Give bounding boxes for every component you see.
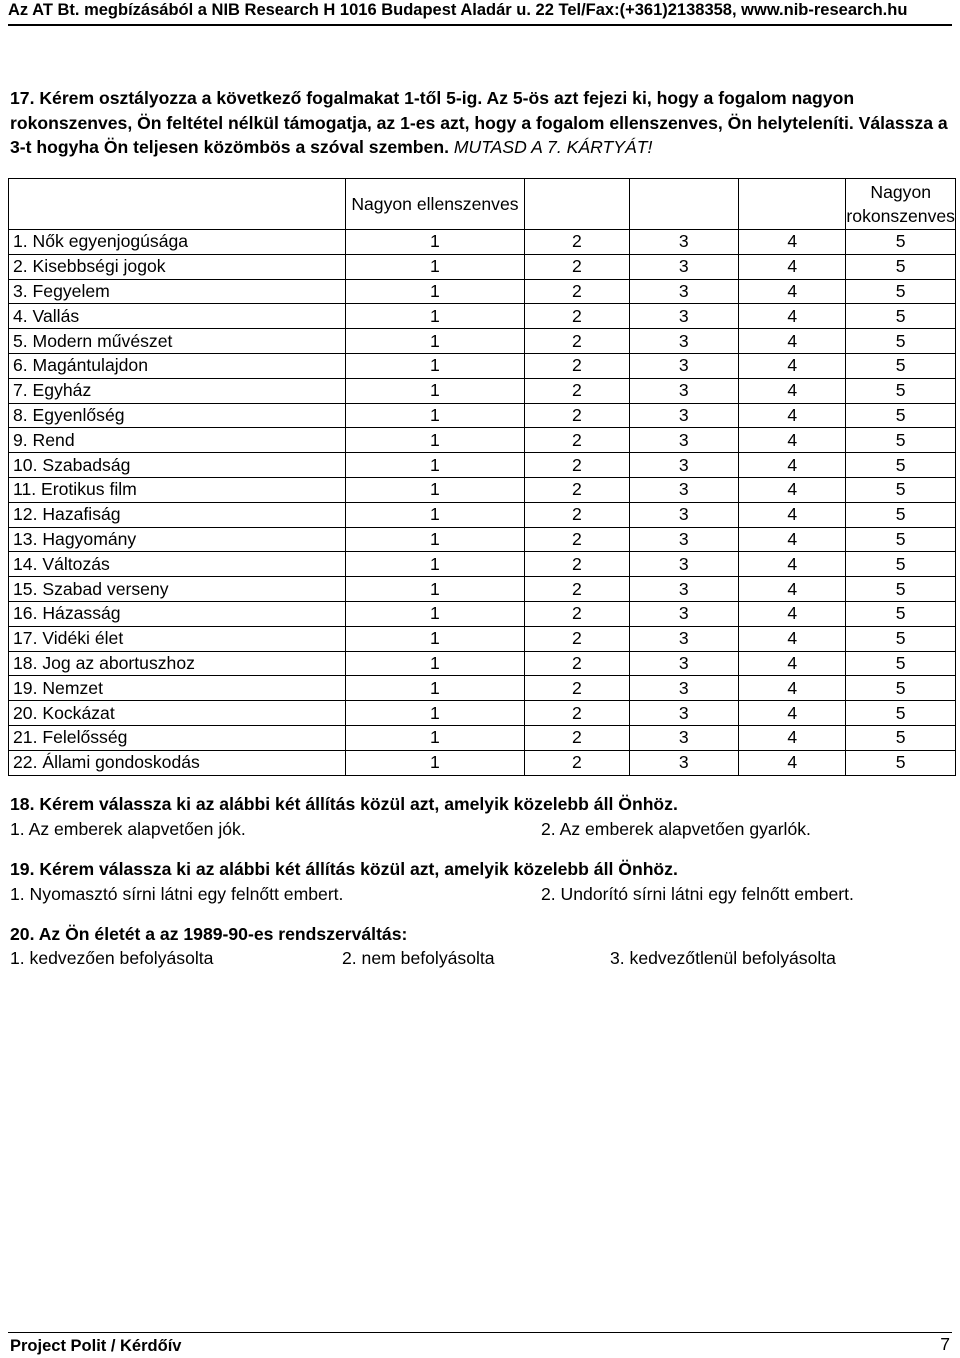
rating-option-2[interactable]: 2 — [525, 254, 629, 279]
table-row — [9, 428, 956, 453]
rating-option-3[interactable]: 3 — [629, 329, 738, 354]
table-row — [9, 403, 956, 428]
rating-option-5[interactable]: 5 — [846, 651, 956, 676]
rating-option-4[interactable]: 4 — [739, 378, 846, 403]
rating-option-4[interactable]: 4 — [739, 403, 846, 428]
rating-option-3[interactable]: 3 — [629, 626, 738, 651]
rating-option-1[interactable]: 1 — [345, 701, 525, 726]
item-label: 18. Jog az abortuszhoz — [9, 651, 346, 676]
question-18-title: 18. Kérem válassza ki az alábbi két állítás közül azt, amelyik közelebb áll Önhöz. — [10, 794, 678, 814]
rating-option-1[interactable]: 1 — [345, 477, 525, 502]
table-row — [9, 577, 956, 602]
rating-option-3[interactable]: 3 — [629, 676, 738, 701]
rating-option-3[interactable]: 3 — [629, 750, 738, 775]
rating-option-4[interactable]: 4 — [739, 676, 846, 701]
table-row — [9, 651, 956, 676]
table-row — [9, 502, 956, 527]
rating-option-2[interactable]: 2 — [525, 750, 629, 775]
rating-option-4[interactable]: 4 — [739, 453, 846, 478]
rating-option-5[interactable]: 5 — [846, 601, 956, 626]
item-label: 1. Nők egyenjogúsága — [9, 230, 346, 255]
rating-option-4[interactable]: 4 — [739, 552, 846, 577]
rating-option-1[interactable]: 1 — [345, 279, 525, 304]
rating-option-4[interactable]: 4 — [739, 329, 846, 354]
rating-option-3[interactable]: 3 — [629, 453, 738, 478]
table-row — [9, 477, 956, 502]
item-label: 19. Nemzet — [9, 676, 346, 701]
rating-option-3[interactable]: 3 — [629, 527, 738, 552]
item-label: 22. Állami gondoskodás — [9, 750, 346, 775]
table-row — [9, 329, 956, 354]
scale-left-label: Nagyon ellenszenves — [345, 179, 525, 230]
rating-option-2[interactable]: 2 — [525, 626, 629, 651]
item-label: 16. Házasság — [9, 601, 346, 626]
rating-option-5[interactable]: 5 — [846, 750, 956, 775]
rating-option-4[interactable]: 4 — [739, 502, 846, 527]
question-20-option-3[interactable]: 3. kedvezőtlenül befolyásolta — [610, 948, 836, 968]
table-row — [9, 601, 956, 626]
rating-table-header — [9, 179, 956, 230]
rating-option-2[interactable]: 2 — [525, 552, 629, 577]
rating-option-5[interactable]: 5 — [846, 552, 956, 577]
rating-option-1[interactable]: 1 — [345, 254, 525, 279]
rating-option-4[interactable]: 4 — [739, 626, 846, 651]
rating-option-3[interactable]: 3 — [629, 552, 738, 577]
rating-option-2[interactable]: 2 — [525, 601, 629, 626]
question-19-option-1[interactable]: 1. Nyomasztó sírni látni egy felnőtt embert. — [10, 884, 344, 904]
rating-option-2[interactable]: 2 — [525, 527, 629, 552]
rating-option-2[interactable]: 2 — [525, 577, 629, 602]
item-label: 8. Egyenlőség — [9, 403, 346, 428]
rating-option-4[interactable]: 4 — [739, 279, 846, 304]
rating-option-1[interactable]: 1 — [345, 750, 525, 775]
rating-option-5[interactable]: 5 — [846, 676, 956, 701]
rating-option-1[interactable]: 1 — [345, 428, 525, 453]
rating-option-5[interactable]: 5 — [846, 329, 956, 354]
header-rule — [8, 24, 952, 26]
header-empty-cell — [9, 179, 346, 230]
rating-option-1[interactable]: 1 — [345, 725, 525, 750]
question-20-option-2[interactable]: 2. nem befolyásolta — [342, 948, 495, 968]
scale-right-label: Nagyon rokonszenves — [846, 179, 956, 230]
rating-option-4[interactable]: 4 — [739, 230, 846, 255]
rating-option-3[interactable]: 3 — [629, 725, 738, 750]
item-label: 4. Vallás — [9, 304, 346, 329]
question-20-option-1[interactable]: 1. kedvezően befolyásolta — [10, 948, 214, 968]
question-18 — [10, 792, 678, 817]
rating-option-2[interactable]: 2 — [525, 403, 629, 428]
table-row — [9, 230, 956, 255]
rating-option-1[interactable]: 1 — [345, 626, 525, 651]
item-label: 15. Szabad verseny — [9, 577, 346, 602]
rating-option-4[interactable]: 4 — [739, 527, 846, 552]
rating-option-2[interactable]: 2 — [525, 378, 629, 403]
rating-option-2[interactable]: 2 — [525, 304, 629, 329]
rating-option-4[interactable]: 4 — [739, 601, 846, 626]
rating-option-5[interactable]: 5 — [846, 701, 956, 726]
item-label: 3. Fegyelem — [9, 279, 346, 304]
table-row — [9, 254, 956, 279]
table-row — [9, 378, 956, 403]
item-label: 13. Hagyomány — [9, 527, 346, 552]
rating-option-3[interactable]: 3 — [629, 403, 738, 428]
item-label: 20. Kockázat — [9, 701, 346, 726]
rating-option-2[interactable]: 2 — [525, 725, 629, 750]
rating-option-3[interactable]: 3 — [629, 378, 738, 403]
question-20-title: 20. Az Ön életét a az 1989-90-es rendszerváltás: — [10, 924, 408, 944]
table-row — [9, 304, 956, 329]
item-label: 6. Magántulajdon — [9, 353, 346, 378]
table-row — [9, 279, 956, 304]
rating-option-5[interactable]: 5 — [846, 453, 956, 478]
question-20 — [10, 922, 407, 947]
question-17-instruction: MUTASD A 7. KÁRTYÁT! — [453, 137, 653, 157]
rating-option-4[interactable]: 4 — [739, 725, 846, 750]
item-label: 21. Felelősség — [9, 725, 346, 750]
rating-option-1[interactable]: 1 — [345, 453, 525, 478]
rating-option-3[interactable]: 3 — [629, 353, 738, 378]
item-label: 12. Hazafiság — [9, 502, 346, 527]
rating-option-5[interactable]: 5 — [846, 577, 956, 602]
rating-option-2[interactable]: 2 — [525, 453, 629, 478]
rating-option-5[interactable]: 5 — [846, 502, 956, 527]
rating-option-5[interactable]: 5 — [846, 527, 956, 552]
rating-option-5[interactable]: 5 — [846, 230, 956, 255]
rating-option-3[interactable]: 3 — [629, 651, 738, 676]
rating-option-4[interactable]: 4 — [739, 701, 846, 726]
item-label: 2. Kisebbségi jogok — [9, 254, 346, 279]
page-number: 7 — [940, 1334, 950, 1354]
rating-option-3[interactable]: 3 — [629, 701, 738, 726]
header-empty-cell — [739, 179, 846, 230]
rating-option-4[interactable]: 4 — [739, 353, 846, 378]
header-empty-cell — [629, 179, 738, 230]
rating-option-1[interactable]: 1 — [345, 676, 525, 701]
rating-option-5[interactable]: 5 — [846, 477, 956, 502]
page-header: Az AT Bt. megbízásából a NIB Research H 1016 Budapest Aladár u. 22 Tel/Fax:(+361)2138358, www.nib-research.hu — [8, 1, 908, 19]
rating-option-4[interactable]: 4 — [739, 304, 846, 329]
item-label: 10. Szabadság — [9, 453, 346, 478]
item-label: 5. Modern művészet — [9, 329, 346, 354]
rating-option-1[interactable]: 1 — [345, 651, 525, 676]
rating-option-4[interactable]: 4 — [739, 428, 846, 453]
rating-option-3[interactable]: 3 — [629, 477, 738, 502]
rating-option-2[interactable]: 2 — [525, 279, 629, 304]
item-label: 11. Erotikus film — [9, 477, 346, 502]
rating-option-1[interactable]: 1 — [345, 502, 525, 527]
rating-option-5[interactable]: 5 — [846, 403, 956, 428]
rating-option-5[interactable]: 5 — [846, 428, 956, 453]
rating-option-1[interactable]: 1 — [345, 378, 525, 403]
question-17 — [10, 86, 950, 160]
rating-option-1[interactable]: 1 — [345, 304, 525, 329]
table-row — [9, 701, 956, 726]
rating-option-3[interactable]: 3 — [629, 428, 738, 453]
question-18-option-2[interactable]: 2. Az emberek alapvetően gyarlók. — [541, 819, 811, 839]
rating-option-2[interactable]: 2 — [525, 701, 629, 726]
question-19 — [10, 857, 678, 882]
rating-option-1[interactable]: 1 — [345, 601, 525, 626]
item-label: 9. Rend — [9, 428, 346, 453]
rating-option-1[interactable]: 1 — [345, 230, 525, 255]
footer-title: Project Polit / Kérdőív — [10, 1337, 182, 1355]
rating-table — [8, 178, 956, 776]
rating-option-2[interactable]: 2 — [525, 502, 629, 527]
rating-option-3[interactable]: 3 — [629, 502, 738, 527]
question-17-text: 17. Kérem osztályozza a következő fogalmakat 1-től 5-ig. Az 5-ös azt fejezi ki, hogy a fogalom nagyon rokonszenves, Ön feltétel nélkül támogatja, az 1-es azt, hogy a fogalom ellenszenves, Ön helyteleníti. Válassza a 3-t hogyha Ön teljesen közömbös a szóval szemben. — [10, 88, 948, 157]
rating-option-5[interactable]: 5 — [846, 725, 956, 750]
rating-option-2[interactable]: 2 — [525, 230, 629, 255]
rating-option-1[interactable]: 1 — [345, 353, 525, 378]
rating-option-5[interactable]: 5 — [846, 279, 956, 304]
rating-option-1[interactable]: 1 — [345, 329, 525, 354]
rating-option-1[interactable]: 1 — [345, 552, 525, 577]
table-row — [9, 626, 956, 651]
rating-option-5[interactable]: 5 — [846, 304, 956, 329]
item-label: 7. Egyház — [9, 378, 346, 403]
rating-option-1[interactable]: 1 — [345, 577, 525, 602]
rating-option-2[interactable]: 2 — [525, 428, 629, 453]
rating-option-2[interactable]: 2 — [525, 329, 629, 354]
rating-option-3[interactable]: 3 — [629, 304, 738, 329]
table-row — [9, 552, 956, 577]
table-row — [9, 676, 956, 701]
question-18-option-1[interactable]: 1. Az emberek alapvetően jók. — [10, 819, 246, 839]
table-row — [9, 353, 956, 378]
header-empty-cell — [525, 179, 629, 230]
rating-option-3[interactable]: 3 — [629, 577, 738, 602]
table-row — [9, 750, 956, 775]
rating-option-3[interactable]: 3 — [629, 601, 738, 626]
question-19-title: 19. Kérem válassza ki az alábbi két állítás közül azt, amelyik közelebb áll Önhöz. — [10, 859, 678, 879]
rating-option-1[interactable]: 1 — [345, 403, 525, 428]
table-row — [9, 453, 956, 478]
rating-option-3[interactable]: 3 — [629, 279, 738, 304]
rating-option-3[interactable]: 3 — [629, 230, 738, 255]
rating-option-4[interactable]: 4 — [739, 750, 846, 775]
rating-option-4[interactable]: 4 — [739, 651, 846, 676]
rating-option-4[interactable]: 4 — [739, 254, 846, 279]
item-label: 17. Vidéki élet — [9, 626, 346, 651]
rating-option-3[interactable]: 3 — [629, 254, 738, 279]
rating-option-5[interactable]: 5 — [846, 353, 956, 378]
rating-option-5[interactable]: 5 — [846, 626, 956, 651]
rating-option-4[interactable]: 4 — [739, 477, 846, 502]
rating-option-1[interactable]: 1 — [345, 527, 525, 552]
footer-rule — [8, 1332, 952, 1333]
rating-option-2[interactable]: 2 — [525, 651, 629, 676]
question-19-option-2[interactable]: 2. Undorító sírni látni egy felnőtt embert. — [541, 884, 854, 904]
item-label: 14. Változás — [9, 552, 346, 577]
table-row — [9, 527, 956, 552]
rating-option-4[interactable]: 4 — [739, 577, 846, 602]
rating-option-2[interactable]: 2 — [525, 353, 629, 378]
rating-option-2[interactable]: 2 — [525, 477, 629, 502]
rating-option-5[interactable]: 5 — [846, 378, 956, 403]
rating-option-2[interactable]: 2 — [525, 676, 629, 701]
rating-option-5[interactable]: 5 — [846, 254, 956, 279]
table-row — [9, 725, 956, 750]
